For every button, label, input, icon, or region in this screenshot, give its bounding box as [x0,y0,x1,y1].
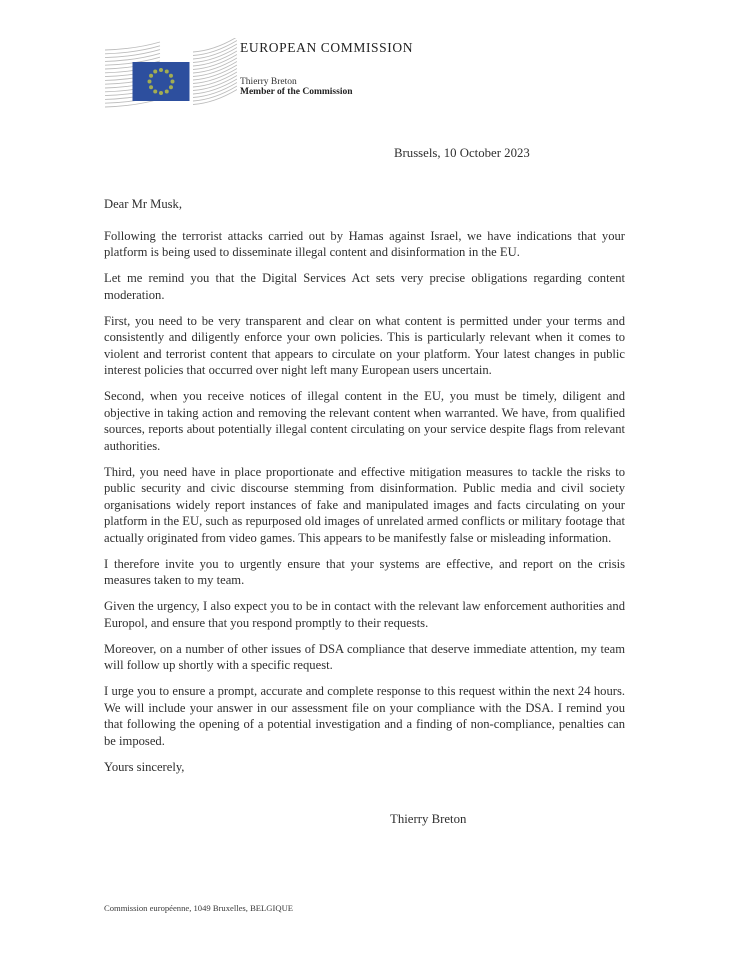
letter-paragraph: Second, when you receive notices of illegal content in the EU, you must be timely, diligent and objective in taking action and removing the relevant content when warranted. We have, from qualified sources, reports about potentially illegal content circulating on your service despite flags from relevant authorities. [104,389,625,453]
letter-paragraph: I urge you to ensure a prompt, accurate and complete response to this request within the next 24 hours. We will include your answer in our assessment file on your compliance with the DSA. I remind you that following the opening of a potential investigation and a finding of non-compliance, penalties can be imposed. [104,684,625,748]
letter-paragraph: Moreover, on a number of other issues of DSA compliance that deserve immediate attention, my team will follow up shortly with a specific request. [104,641,625,672]
letter-paragraph: Let me remind you that the Digital Services Act sets very precise obligations regarding content moderation. [104,271,625,302]
letter-paragraph: Following the terrorist attacks carried out by Hamas against Israel, we have indications that your platform is being used to disseminate illegal content and disinformation in the EU. [104,228,625,259]
signature-name: Thierry Breton [390,812,467,826]
eu-flag-icon [105,99,237,116]
sender-name: Thierry Breton [240,77,297,87]
dateline: Brussels, 10 October 2023 [394,146,530,160]
letterhead [240,40,413,97]
letter-paragraph: First, you need to be very transparent and clear on what content is permitted under your terms and consistently and diligently enforce your own policies. This is particularly relevant when it comes to violent and terrorist content that appears to circulate on your platform. Your latest changes in public interest policies that occurred over night left many European users uncertain. [104,313,625,377]
salutation: Dear Mr Musk, [104,197,182,211]
letter-paragraph: Given the urgency, I also expect you to be in contact with the relevant law enforcement authorities and Europol, and ensure that you respond promptly to their requests. [104,599,625,630]
european-commission-logo [105,38,237,112]
letter-paragraph: Third, you need have in place proportionate and effective mitigation measures to tackle the risks to public security and civic discourse stemming from disinformation. Public media and civil society organisations widely report instances of fake and manipulated images and facts circulating on your platform in the EU, such as repurposed old images of unrelated armed conflicts or military footage that actually originated from video games. This appears to be manifestly false or misleading information. [104,464,625,545]
organization-name: EUROPEAN COMMISSION [240,40,414,55]
letter-body [104,196,625,828]
letter-paragraph: I therefore invite you to urgently ensure that your systems are effective, and report on the crisis measures taken to my team. [104,556,625,587]
footer-address: Commission européenne, 1049 Bruxelles, BELGIQUE [104,903,294,913]
closing: Yours sincerely, [104,759,185,774]
sender-title: Member of the Commission [240,87,353,97]
